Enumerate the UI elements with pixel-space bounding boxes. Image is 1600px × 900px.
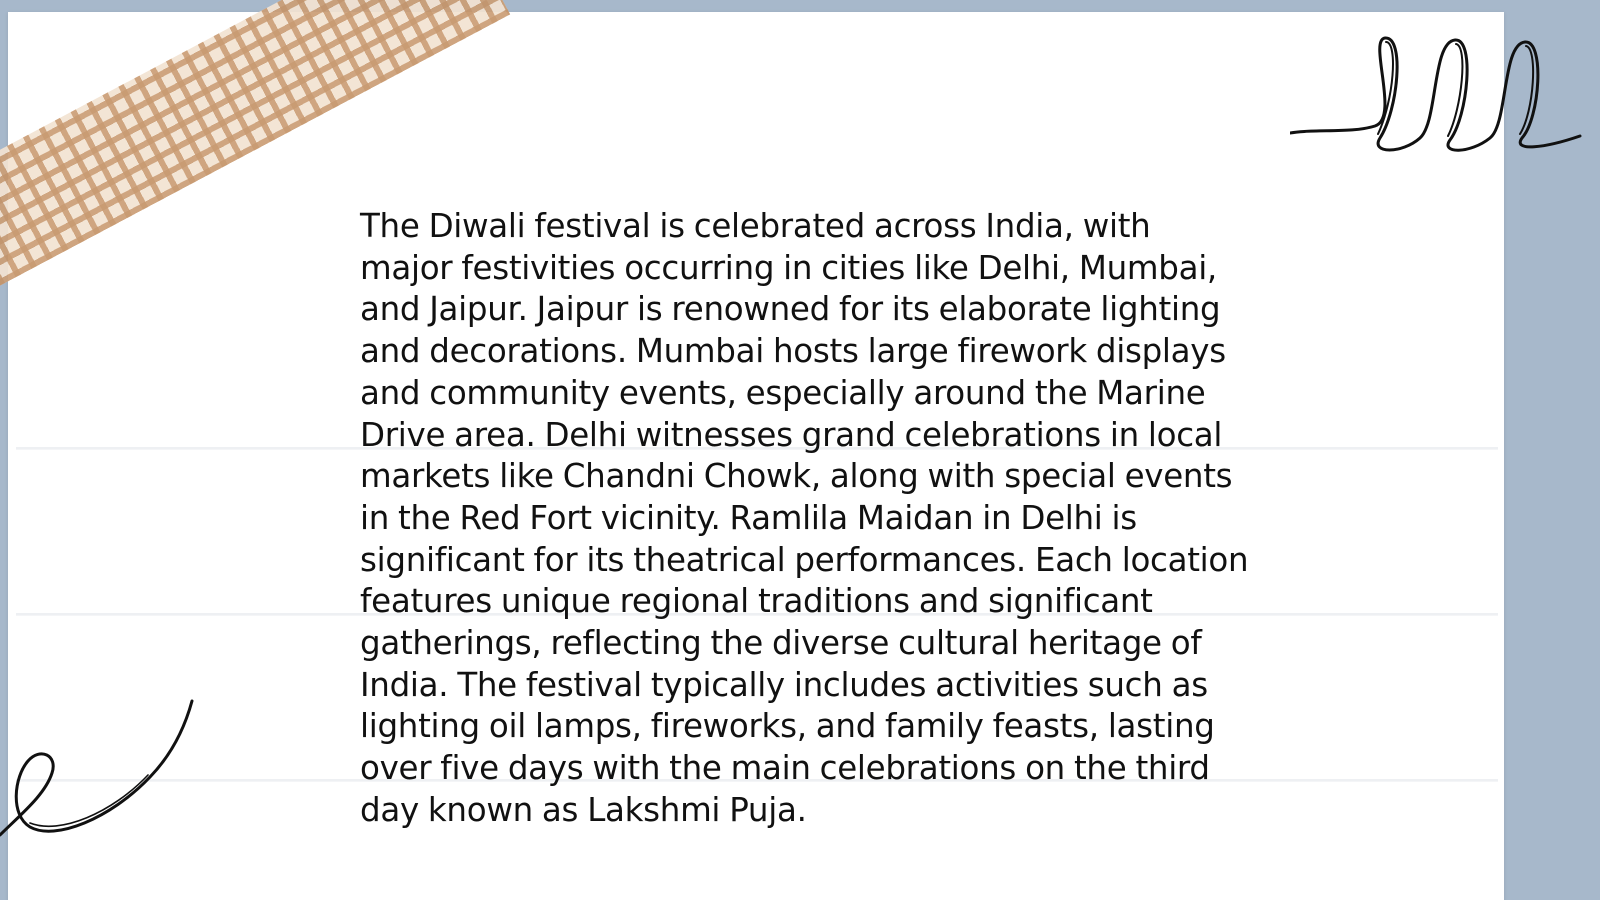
loop-doodle-icon bbox=[1290, 30, 1600, 170]
swirl-doodle-icon bbox=[0, 695, 210, 855]
document-paragraph: The Diwali festival is celebrated across India, with major festivities occurring in cities like Delhi, Mumbai, and Jaipur. Jaipur is renowned for its elaborate lighting and decorations. Mumbai hosts large firework displays and community events, especially around the Marine Drive area. Delhi witnesses grand celebrations in local markets like Chandni Chowk, along with special events in the Red Fort vicinity. Ramlila Maidan in Delhi is significant for its theatrical performances. Each location features unique regional traditions and significant gatherings, reflecting the diverse cultural heritage of India. The festival typically includes activities such as lighting oil lamps, fireworks, and family feasts, lasting over five days with the main celebrations on the third day known as Lakshmi Puja. bbox=[360, 207, 1249, 829]
